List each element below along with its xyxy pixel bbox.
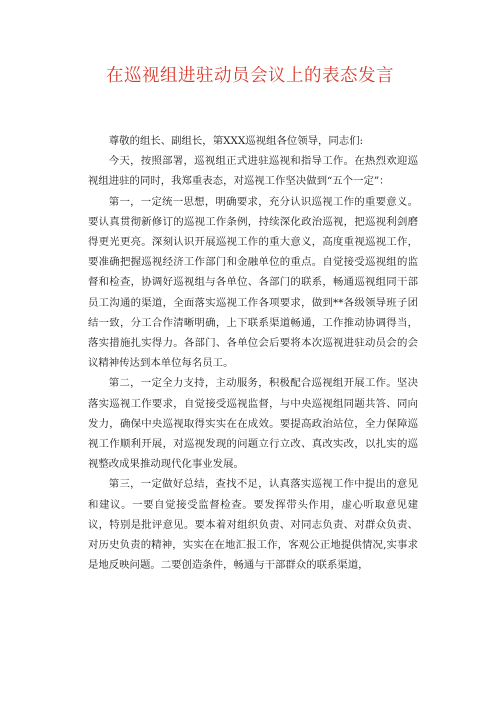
intro-paragraph: 今天，按照部署，巡视组正式进驻巡视和指导工作。在热烈欢迎巡视组进驻的同时，我郑重表态，对巡视工作坚决做到“五个一定”： [88, 155, 418, 188]
document-title: 在巡视组进驻动员会议上的表态发言 [106, 66, 394, 86]
point-three-paragraph: 第三，一定做好总结，查找不足，认真落实巡视工作中提出的意见和建议。一要自觉接受监督检查。要发挥带头作用，虚心听取意见建议，特别是批评意见。要本着对组织负责、对同志负责、对群众负责、对历史负责的精神，实实在在地汇报工作，客观公正地提供情况,实事求是地反映问题。二要创造条件，畅通与干部群众的联系渠道， [88, 478, 418, 572]
document-body [88, 131, 418, 575]
salutation-paragraph: 尊敬的组长、副组长，第XXX巡视组各位领导，同志们: [108, 135, 364, 147]
point-one-paragraph: 第一，一定统一思想，明确要求，充分认识巡视工作的重要意义。要认真贯彻新修订的巡视工作条例，持续深化政治巡视，把巡视利剑磨得更光更亮。深刻认识开展巡视工作的重大意义，高度重视巡视工作，要准确把握巡视经济工作部门和金融单位的重点。自觉接受巡视组的监督和检查，协调好巡视组与各单位、各部门的联系，畅通巡视组同干部员工沟通的渠道，全面落实巡视工作各项要求，做到**各级领导班子团结一致，分工合作清晰明确，上下联系渠道畅通，工作推动协调得当，落实措施扎实得力。各部门、各单位会后要将本次巡视进驻动员会的会议精神传达到本单位每名员工。 [88, 195, 418, 370]
point-two-paragraph: 第二，一定全力支持，主动服务，积极配合巡视组开展工作。坚决落实巡视工作要求，自觉接受巡视监督，与中央巡视组同题共答、同向发力，确保中央巡视取得实实在在成效。要提高政治站位，全力保障巡视工作顺利开展，对巡视发现的问题立行立改、真改实改，以扎实的巡视整改成果推动现代化事业发展。 [88, 377, 418, 471]
